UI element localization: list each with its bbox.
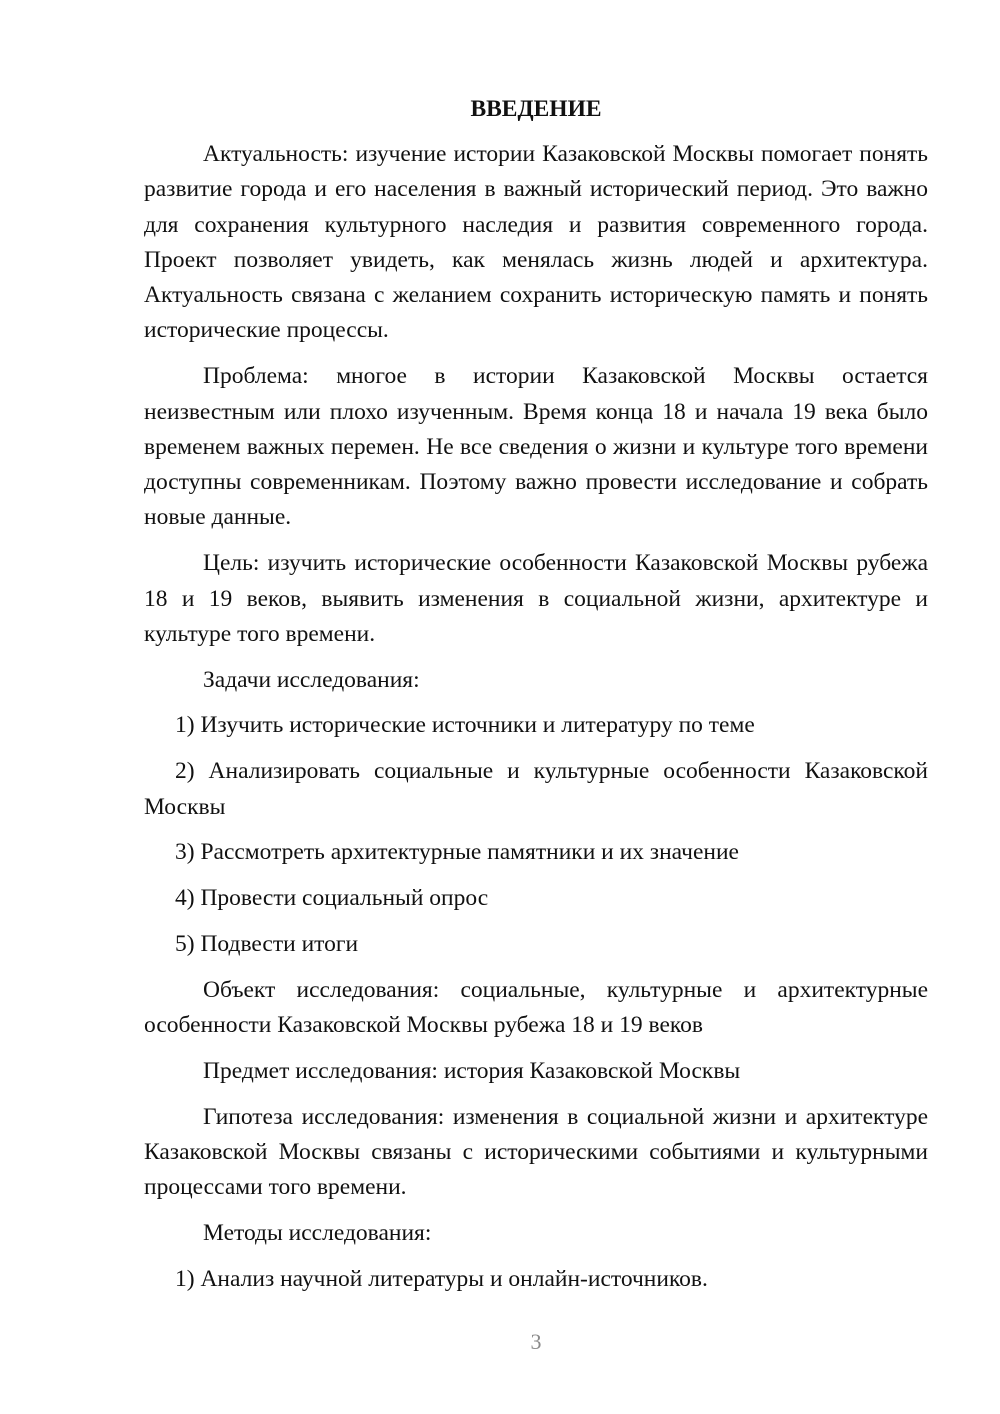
task-item-3: 3) Рассмотреть архитектурные памятники и их значение — [175, 839, 739, 866]
paragraph-goal: Цель: изучить исторические особенности Казаковской Москвы рубежа 18 и 19 веков, выявить изменения в социальной жизни, архитектуре и культуре того времени. — [144, 550, 928, 647]
page-number: 3 — [530, 1329, 542, 1354]
task-item-4: 4) Провести социальный опрос — [175, 885, 489, 912]
section-title: ВВЕДЕНИЕ — [470, 96, 602, 122]
paragraph-problem: Проблема: многое в истории Казаковской Москвы остается неизвестным или плохо изученным. Время конца 18 и начала 19 века было временем важных перемен. Не все сведения о жизни и культуре того времени доступны современникам. Поэтому важно провести исследование и собрать новые данные. — [144, 363, 928, 531]
paragraph-object: Объект исследования: социальные, культурные и архитектурные особенности Казаковской Москвы рубежа 18 и 19 веков — [144, 976, 928, 1039]
task-item-2: 2) Анализировать социальные и культурные особенности Казаковской Москвы — [144, 758, 928, 820]
tasks-heading: Задачи исследования: — [203, 666, 420, 693]
paragraph-hypothesis: Гипотеза исследования: изменения в социальной жизни и архитектуре Казаковской Москвы связаны с историческими событиями и культурными процессами того времени. — [144, 1103, 928, 1201]
document-body — [144, 92, 928, 1308]
task-item-1: 1) Изучить исторические источники и литературу по теме — [175, 712, 755, 739]
methods-heading: Методы исследования: — [203, 1220, 432, 1247]
method-item-1: 1) Анализ научной литературы и онлайн-источников. — [175, 1265, 708, 1292]
task-item-5: 5) Подвести итоги — [175, 930, 359, 957]
paragraph-subject: Предмет исследования: история Казаковской Москвы — [203, 1057, 741, 1084]
paragraph-relevance: Актуальность: изучение истории Казаковской Москвы помогает понять развитие города и его населения в важный исторический период. Это важно для сохранения культурного наследия и развития современного города. Проект позволяет увидеть, как менялась жизнь людей и архитектура. Актуальность связана с желанием сохранить историческую память и понять исторические процессы. — [144, 141, 928, 344]
